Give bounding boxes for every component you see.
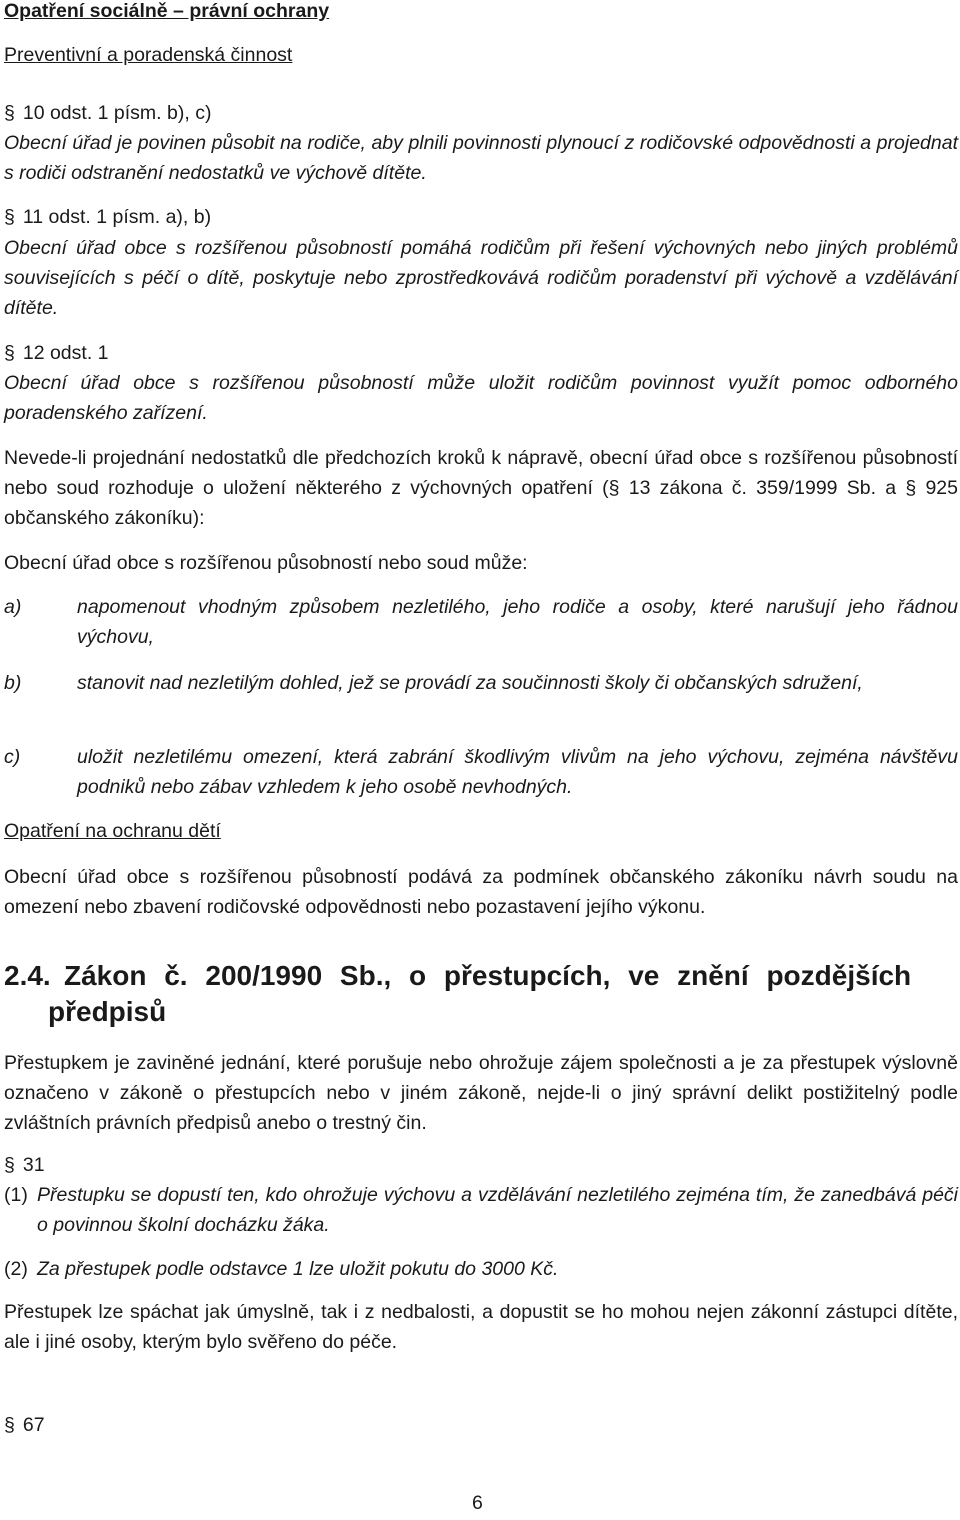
list-item-text: napomenout vhodným způsobem nezletilého, jeho rodiče a osoby, které narušují jeho řádnou výchovu, (77, 596, 958, 648)
list-item (4, 1254, 958, 1284)
paragraph-10-text: Obecní úřad je povinen působit na rodiče, aby plnili povinnosti plynoucí z rodičovské odpovědnosti a projednat s rodiči odstranění nedostatků ve výchově dítěte. (4, 132, 958, 184)
paragraph-12-ref (4, 338, 958, 368)
paragraph-67-ref (4, 1410, 958, 1440)
paragraph-10-ref (4, 98, 958, 128)
paragraph-protection: Obecní úřad obce s rozšířenou působností podává za podmínek občanského zákoníku návrh soudu na omezení nebo zbavení rodičovské odpovědnosti nebo pozastavení jejího výkonu. (4, 866, 958, 918)
section-symbol: § (4, 206, 15, 228)
paragraph-31-ref-text: 31 (22, 1154, 45, 1176)
section-symbol: § (4, 342, 15, 364)
paragraph-10-ref-text: 10 odst. 1 písm. b), c) (22, 102, 212, 124)
heading-number: 2.4. (4, 960, 51, 991)
paragraph-umysl: Přestupek lze spáchat jak úmyslně, tak i z nedbalosti, a dopustit se ho mohou nejen zákonní zástupci dítěte, ale i jiné osoby, kterým bylo svěřeno do péče. (4, 1301, 958, 1353)
list-marker: (1) (4, 1184, 28, 1206)
paragraph-12-ref-text: 12 odst. 1 (22, 342, 109, 364)
list-marker: c) (4, 746, 21, 768)
paragraph-31-ref (4, 1150, 958, 1180)
paragraph-muze: Obecní úřad obce s rozšířenou působností nebo soud může: (4, 552, 528, 574)
list-marker: b) (4, 672, 22, 694)
list-item (4, 742, 958, 802)
list-marker: (2) (4, 1258, 28, 1280)
subsection-preventive: Preventivní a poradenská činnost (4, 44, 293, 66)
list-marker: a) (4, 596, 22, 618)
list-item-text: Přestupku se dopustí ten, kdo ohrožuje výchovu a vzdělávání nezletilého zejména tím, že zanedbává péči o povinnou školní docházku žáka. (37, 1184, 958, 1236)
page-number: 6 (472, 1492, 483, 1514)
list-item (4, 592, 958, 652)
paragraph-prestupek: Přestupkem je zaviněné jednání, které porušuje nebo ohrožuje zájem společnosti a je za přestupek výslovně označeno v zákoně o přestupcích nebo v jiném zákoně, nejde-li o jiný správní delikt postižitelný podle zvláštních právních předpisů anebo o trestný čin. (4, 1052, 958, 1134)
list-item-text: Za přestupek podle odstavce 1 lze uložit pokutu do 3000 Kč. (37, 1258, 559, 1280)
section-title: Opatření sociálně – právní ochrany (4, 0, 330, 22)
list-item (4, 668, 958, 698)
paragraph-11-ref (4, 202, 958, 232)
paragraph-11-text: Obecní úřad obce s rozšířenou působností pomáhá rodičům při řešení výchovných nebo jiných problémů souvisejících s péčí o dítě, poskytuje nebo zprostředkovává rodičům poradenství při výchově a vzdělávání dítěte. (4, 237, 958, 319)
paragraph-nevede: Nevede-li projednání nedostatků dle předchozích kroků k nápravě, obecní úřad obce s rozšířenou působností nebo soud rozhoduje o uložení některého z výchovných opatření (§ 13 zákona č. 359/1999 Sb. a § 925 občanského zákoníku): (4, 447, 958, 529)
list-item (4, 1180, 958, 1240)
list-item-text: stanovit nad nezletilým dohled, jež se provádí za součinnosti školy či občanských sdružení, (77, 672, 863, 694)
heading-line-1: Zákon č. 200/1990 Sb., o přestupcích, ve znění pozdějších (64, 960, 912, 991)
list-item-text: uložit nezletilému omezení, která zabrání škodlivým vlivům na jeho výchovu, zejména návštěvu podniků nebo zábav vzhledem k jeho osobě nevhodných. (77, 746, 958, 798)
heading-2-4 (4, 958, 958, 1030)
section-symbol: § (4, 102, 15, 124)
heading-line-2: předpisů (48, 996, 167, 1027)
paragraph-67-ref-text: 67 (22, 1414, 45, 1436)
section-symbol: § (4, 1414, 15, 1436)
subsection-protection: Opatření na ochranu dětí (4, 820, 221, 842)
paragraph-12-text: Obecní úřad obce s rozšířenou působností může uložit rodičům povinnost využít pomoc odborného poradenského zařízení. (4, 372, 958, 424)
section-symbol: § (4, 1154, 15, 1176)
paragraph-11-ref-text: 11 odst. 1 písm. a), b) (22, 206, 212, 228)
